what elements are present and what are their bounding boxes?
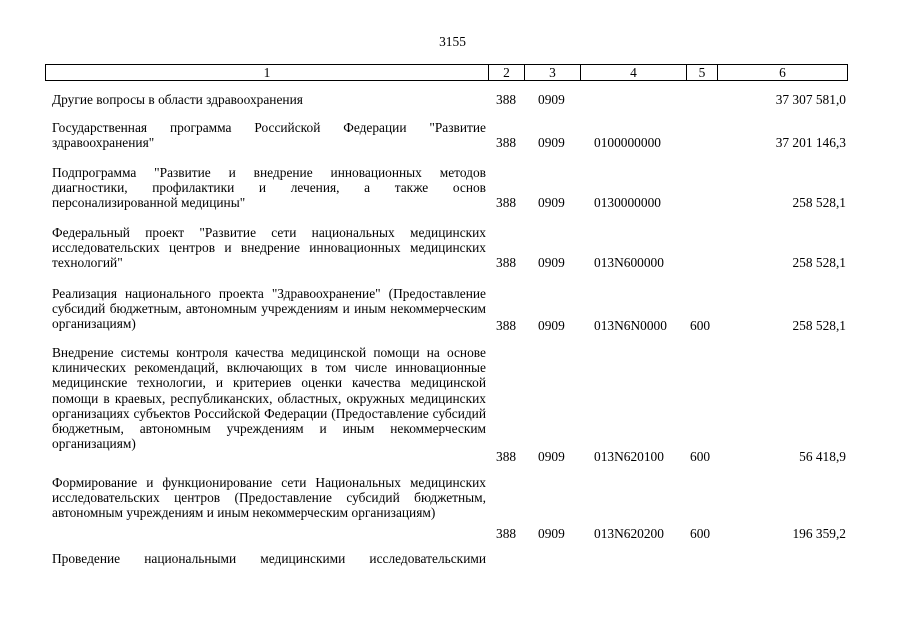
header-col-6: 6 <box>718 64 848 81</box>
row-vedomstvo: 388 <box>496 195 517 210</box>
row-vr: 600 <box>690 449 711 464</box>
row-vedomstvo: 388 <box>496 255 517 270</box>
row-razdel: 0909 <box>538 449 565 464</box>
row-amount: 258 528,1 <box>792 318 846 333</box>
row-description: Формирование и функционирование сети Национальных медицинских исследовательских центров (Предоставление субсидий бюджетным, автономным учреждениям и иным некоммерческим организациям) <box>52 475 486 520</box>
row-amount: 258 528,1 <box>792 195 846 210</box>
row-vedomstvo: 388 <box>496 318 517 333</box>
row-csr: 0130000000 <box>594 195 661 210</box>
row-description: Реализация национального проекта "Здравоохранение" (Предоставление субсидий бюджетным, автономным учреждениям и иным некоммерческим организациям) <box>52 286 486 331</box>
row-vedomstvo: 388 <box>496 526 517 541</box>
row-description: Федеральный проект "Развитие сети национальных медицинских исследовательских центров и внедрение инновационных медицинских технологий" <box>52 225 486 270</box>
row-vr: 600 <box>690 318 711 333</box>
row-razdel: 0909 <box>538 255 565 270</box>
row-vr: 600 <box>690 526 711 541</box>
row-description: Проведение национальными медицинскими исследовательскими <box>52 551 486 566</box>
row-csr: 013N600000 <box>594 255 664 270</box>
row-razdel: 0909 <box>538 195 565 210</box>
row-description: Подпрограмма "Развитие и внедрение инновационных методов диагностики, профилактики и лечения, а также основ персонализированной медицины" <box>52 165 486 210</box>
header-col-5: 5 <box>687 64 718 81</box>
header-col-3: 3 <box>525 64 581 81</box>
header-col-4: 4 <box>581 64 687 81</box>
row-razdel: 0909 <box>538 135 565 150</box>
row-description: Внедрение системы контроля качества медицинской помощи на основе клинических рекомендаций, включающих в том числе инновационные медицинские технологии, и критериев оценки качества медицинской помощи в краевых, республиканских, областных, окружных медицинских организациях субъектов Российской Федерации (Предоставление субсидий бюджетным, автономным учреждениям и иным некоммерческим организациям) <box>52 345 486 452</box>
row-vedomstvo: 388 <box>496 135 517 150</box>
row-csr: 013N620100 <box>594 449 664 464</box>
row-amount: 196 359,2 <box>792 526 846 541</box>
row-csr: 0100000000 <box>594 135 661 150</box>
row-vedomstvo: 388 <box>496 449 517 464</box>
row-amount: 37 201 146,3 <box>775 135 846 150</box>
row-csr: 013N6N0000 <box>594 318 667 333</box>
header-col-1: 1 <box>45 64 489 81</box>
row-vedomstvo: 388 <box>496 92 517 107</box>
row-description: Государственная программа Российской Федерации "Развитие здравоохранения" <box>52 120 486 150</box>
row-csr: 013N620200 <box>594 526 664 541</box>
row-amount: 258 528,1 <box>792 255 846 270</box>
row-description: Другие вопросы в области здравоохранения <box>52 92 303 107</box>
row-razdel: 0909 <box>538 92 565 107</box>
row-razdel: 0909 <box>538 526 565 541</box>
row-amount: 56 418,9 <box>799 449 846 464</box>
page-number: 3155 <box>439 34 466 49</box>
row-amount: 37 307 581,0 <box>775 92 846 107</box>
header-col-2: 2 <box>489 64 525 81</box>
row-razdel: 0909 <box>538 318 565 333</box>
